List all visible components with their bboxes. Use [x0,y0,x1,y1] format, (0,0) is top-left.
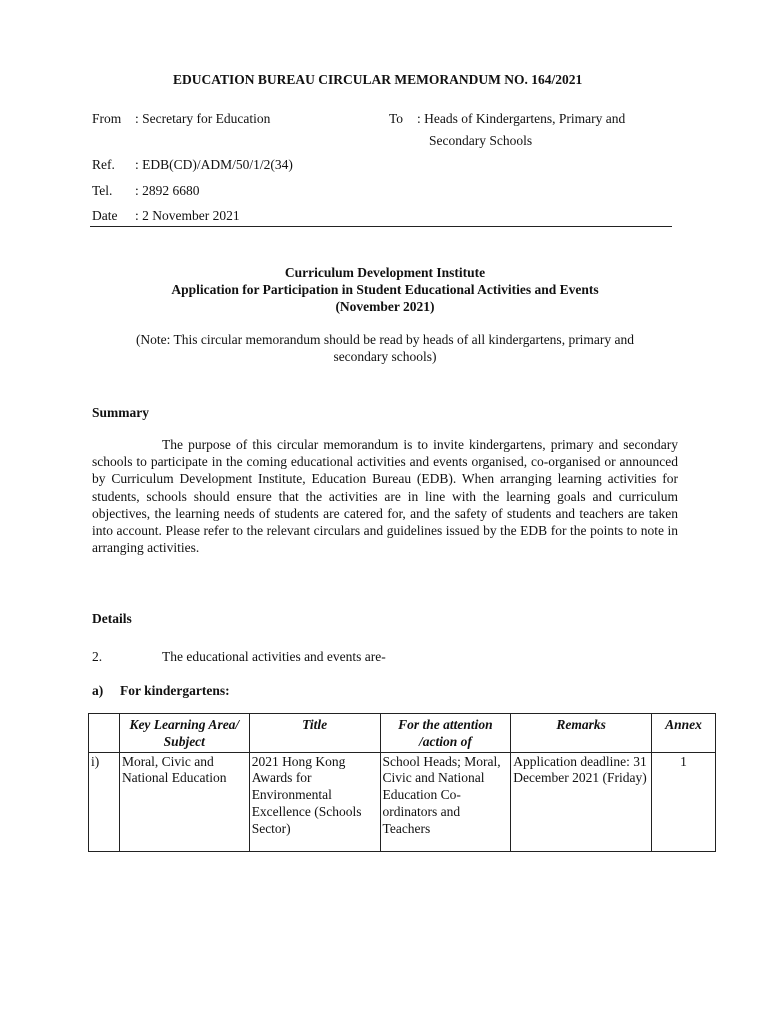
summary-paragraph [92,436,678,556]
header-index [89,714,120,753]
header-divider [90,226,672,227]
from-label: From [92,111,122,126]
to-value-line2: Secondary Schools [429,133,533,148]
heading-line1: Curriculum Development Institute [284,265,486,280]
events-table [88,713,716,852]
sub-section-title: For kindergartens: [120,683,230,698]
table-header-row [89,714,716,753]
details-para-text: The educational activities and events are- [162,649,386,664]
date-value: : 2 November 2021 [135,208,240,223]
details-para-number: 2. [92,649,103,664]
to-value-line1: : Heads of Kindergartens, Primary and [417,111,626,126]
sub-section-label: a) [92,683,104,698]
header-title: Title [249,714,380,753]
ref-label: Ref. [92,157,115,172]
table-row [89,752,716,851]
row-kla: Moral, Civic and National Education [119,752,249,851]
header-kla: Key Learning Area/ Subject [119,714,249,753]
details-title: Details [92,611,132,626]
row-remarks: Application deadline: 31 December 2021 (Friday) [511,752,652,851]
from-value: : Secretary for Education [135,111,271,126]
row-attention: School Heads; Moral, Civic and National Education Co-ordinators and Teachers [380,752,511,851]
date-label: Date [92,208,118,223]
row-annex: 1 [652,752,716,851]
header-annex: Annex [652,714,716,753]
note-line2: secondary schools) [333,349,437,364]
tel-value: : 2892 6680 [135,183,200,198]
heading-line3: (November 2021) [335,299,435,314]
row-index: i) [89,752,120,851]
to-label: To [389,111,404,126]
header-attention: For the attention /action of [380,714,511,753]
heading-line2: Application for Participation in Student Educational Activities and Events [171,282,599,297]
summary-title: Summary [92,405,149,420]
tel-label: Tel. [92,183,113,198]
summary-text: The purpose of this circular memorandum is to invite kindergartens, primary and secondary schools to participate in the coming educational activities and events organised, co-organised or announced by Curriculum Development Institute, Education Bureau (EDB). When arranging learning activities for students, schools should ensure that the activities are in line with the learning goals and curriculum objectives, the learning needs of students are catered for, and the safety of students and teachers are taken into account. Please refer to the relevant circulars and guidelines issued by the EDB for the points to note in arranging activities. [92,437,678,556]
header-remarks: Remarks [511,714,652,753]
note-line1: (Note: This circular memorandum should be read by heads of all kindergartens, primary and [135,332,635,347]
ref-value: : EDB(CD)/ADM/50/1/2(34) [135,157,293,172]
memo-title: EDUCATION BUREAU CIRCULAR MEMORANDUM NO. 164/2021 [173,72,583,87]
row-title: 2021 Hong Kong Awards for Environmental Excellence (Schools Sector) [249,752,380,851]
